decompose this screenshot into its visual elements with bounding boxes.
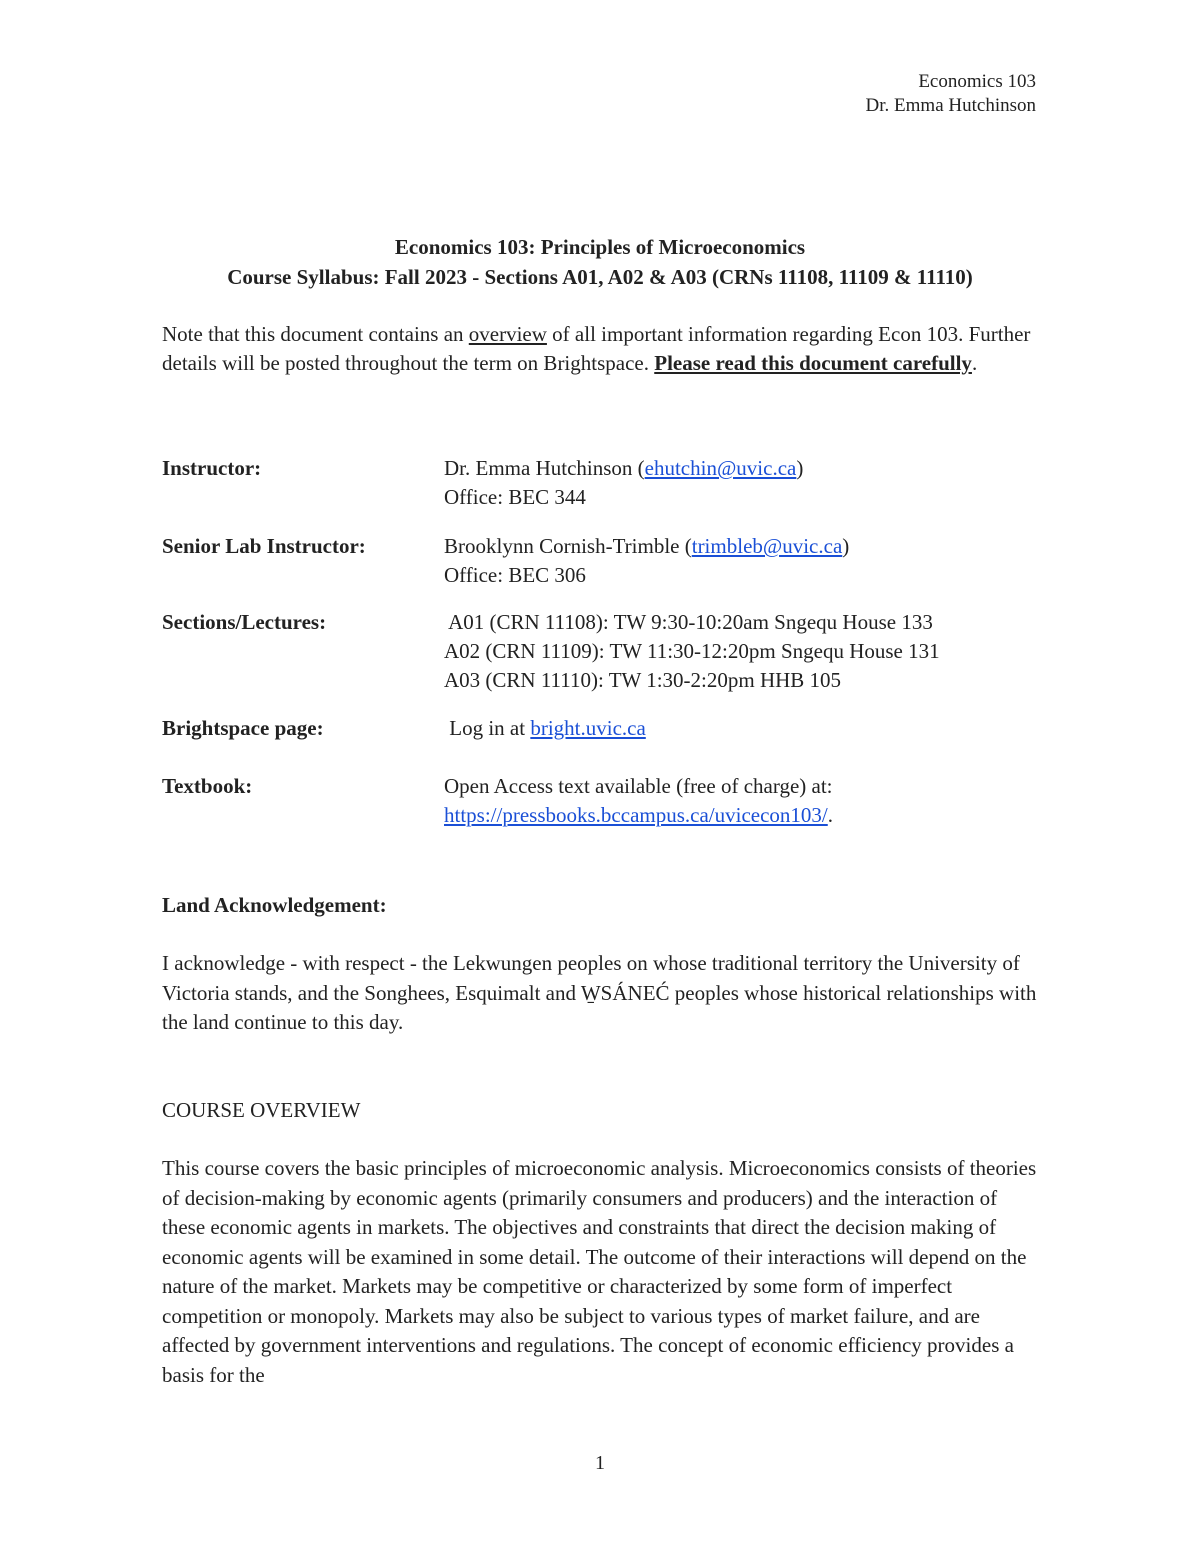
page-number: 1	[595, 1452, 605, 1474]
textbook-description: Open Access text available (free of charge) at:	[444, 774, 833, 798]
section-a01: A01 (CRN 11108): TW 9:30-10:20am Sngequ House 133	[444, 610, 933, 634]
instructor-name: Dr. Emma Hutchinson (	[444, 456, 645, 480]
title-line-1: Economics 103: Principles of Microeconomics	[394, 235, 806, 259]
lab-instructor-email-link[interactable]: trimbleb@uvic.ca	[691, 534, 843, 558]
brightspace-prefix: Log in at	[444, 716, 531, 740]
note-underlined-word: overview	[468, 322, 547, 346]
title-line-2: Course Syllabus: Fall 2023 - Sections A01, A02 & A03 (CRNs 11108, 11109 & 11110)	[227, 265, 973, 289]
textbook-label: Textbook:	[162, 774, 253, 798]
textbook-link-end: .	[827, 803, 834, 827]
intro-note	[162, 320, 1042, 378]
note-text-middle: of all important information regarding Econ 103. Further details will be posted throughout the term on Brightspace.	[162, 322, 1031, 375]
note-text-end: .	[971, 351, 978, 375]
brightspace-link[interactable]: bright.uvic.ca	[530, 716, 646, 740]
instructor-office: Office: BEC 344	[444, 485, 586, 509]
sections-label: Sections/Lectures:	[162, 610, 327, 634]
note-emphasis: Please read this document carefully	[654, 351, 972, 375]
instructor-email-link[interactable]: ehutchin@uvic.ca	[644, 456, 797, 480]
brightspace-value	[444, 714, 1044, 743]
instructor-value	[444, 454, 1044, 512]
land-acknowledgement-text: I acknowledge - with respect - the Lekwungen peoples on whose traditional territory the University of Victoria stands, and the Songhees, Esquimalt and W̱SÁNEĆ peoples whose historical relationships with the land continue to this day.	[162, 951, 1037, 1034]
lab-instructor-label: Senior Lab Instructor:	[162, 534, 366, 558]
lab-instructor-name: Brooklynn Cornish-Trimble (	[444, 534, 692, 558]
textbook-value	[444, 772, 1044, 830]
sections-value	[444, 608, 1044, 695]
header-course: Economics 103	[918, 71, 1036, 92]
land-acknowledgement-heading: Land Acknowledgement:	[162, 893, 387, 917]
running-header	[866, 70, 1036, 118]
lab-instructor-office: Office: BEC 306	[444, 563, 586, 587]
section-a02: A02 (CRN 11109): TW 11:30-12:20pm Sngequ House 131	[444, 639, 940, 663]
textbook-link[interactable]: https://pressbooks.bccampus.ca/uvicecon103/	[444, 803, 828, 827]
lab-instructor-close-paren: )	[842, 534, 850, 558]
brightspace-label: Brightspace page:	[162, 716, 324, 740]
course-overview-heading: COURSE OVERVIEW	[162, 1098, 361, 1122]
course-overview-text: This course covers the basic principles of microeconomic analysis. Microeconomics consists of theories of decision-making by economic agents (primarily consumers and producers) and the interaction of these economic agents in markets. The objectives and constraints that direct the decision making of economic agents will be examined in some detail. The outcome of their interactions will depend on the nature of the market. Markets may be competitive or characterized by some form of imperfect competition or monopoly. Markets may also be subject to various types of market failure, and are affected by government interventions and regulations. The concept of economic efficiency provides a basis for the	[162, 1156, 1037, 1387]
instructor-close-paren: )	[796, 456, 804, 480]
header-instructor: Dr. Emma Hutchinson	[865, 95, 1036, 116]
instructor-label: Instructor:	[162, 456, 262, 480]
section-a03: A03 (CRN 11110): TW 1:30-2:20pm HHB 105	[444, 668, 842, 692]
lab-instructor-value	[444, 532, 1044, 590]
document-title	[0, 232, 1200, 292]
note-text-start: Note that this document contains an	[162, 322, 469, 346]
